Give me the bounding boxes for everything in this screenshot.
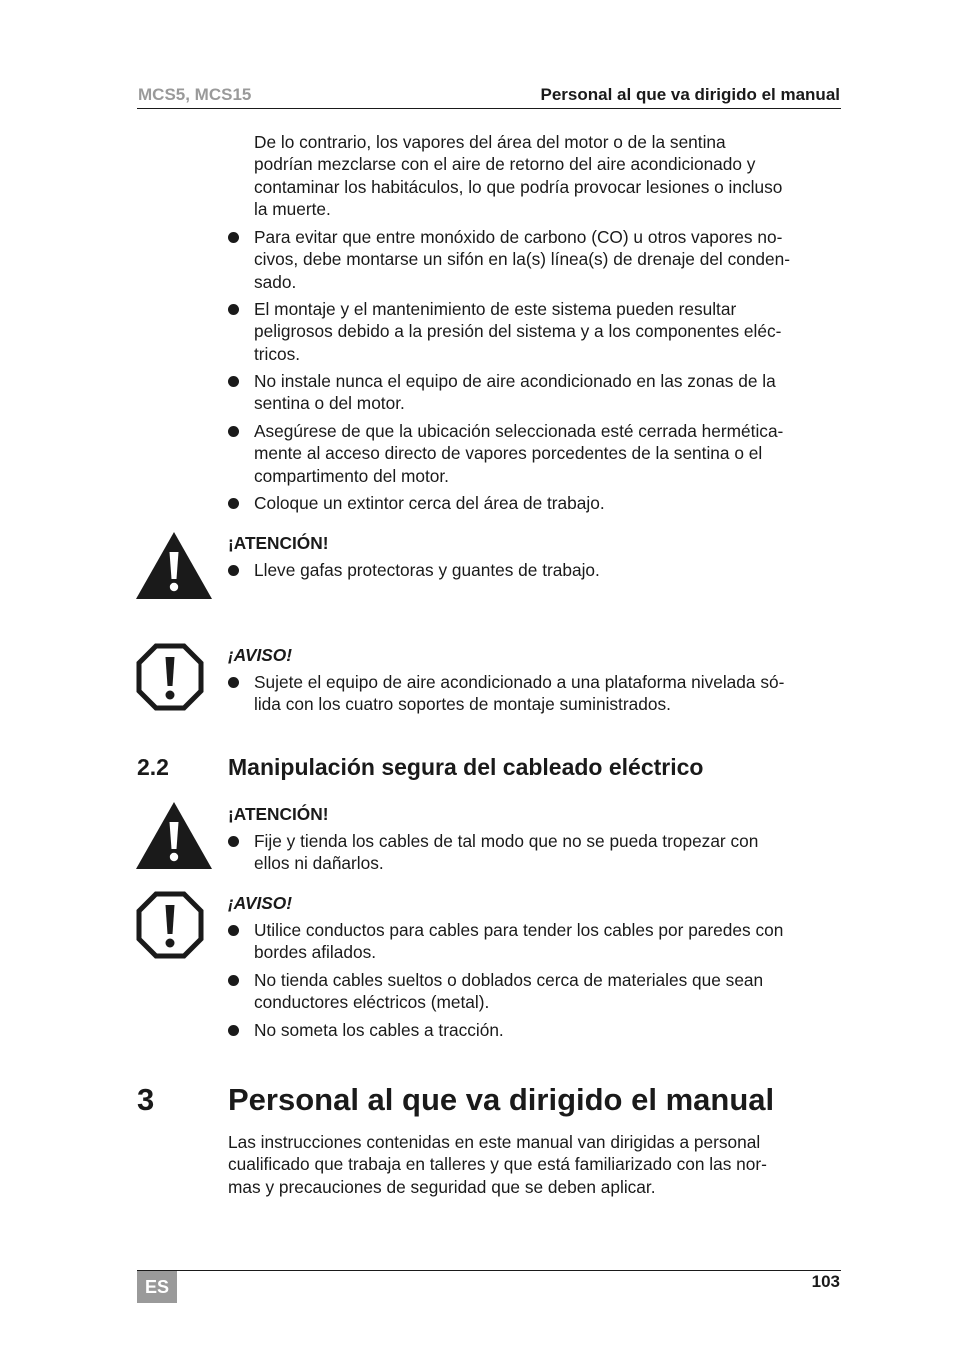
text-line: sentina o del motor. bbox=[254, 393, 405, 414]
bullet-icon bbox=[228, 836, 239, 847]
warning-label: ¡ATENCIÓN! bbox=[228, 533, 329, 553]
bullet-icon bbox=[228, 925, 239, 936]
header-divider bbox=[137, 108, 841, 109]
text-line: civos, debe montarse un sifón en la(s) línea(s) de drenaje del conden- bbox=[254, 249, 791, 270]
text-line: peligrosos debido a la presión del sistema y a los componentes eléc- bbox=[254, 321, 782, 342]
bullet-icon bbox=[228, 376, 239, 387]
notice-octagon-icon bbox=[136, 891, 204, 959]
text-line: Las instrucciones contenidas en este manual van dirigidas a personal bbox=[228, 1132, 761, 1152]
chapter-body bbox=[228, 1131, 848, 1198]
list-item bbox=[228, 370, 842, 415]
bullet-icon bbox=[228, 498, 239, 509]
text-line: El montaje y el mantenimiento de este sistema pueden resultar bbox=[254, 299, 737, 319]
list-item bbox=[228, 671, 842, 716]
section-number: 2.2 bbox=[137, 754, 169, 780]
list-item bbox=[228, 830, 842, 875]
page-number: 103 bbox=[811, 1272, 840, 1291]
header-model: MCS5, MCS15 bbox=[138, 85, 252, 104]
text-line: bordes afilados. bbox=[254, 942, 377, 963]
text-line: Coloque un extintor cerca del área de trabajo. bbox=[254, 493, 605, 513]
list-item bbox=[228, 298, 842, 365]
footer-divider bbox=[137, 1270, 841, 1271]
text-line: Lleve gafas protectoras y guantes de trabajo. bbox=[254, 560, 600, 580]
language-badge: ES bbox=[137, 1271, 177, 1303]
warning-triangle-icon bbox=[136, 802, 212, 870]
notice-octagon-icon bbox=[136, 643, 204, 711]
list-item bbox=[228, 226, 842, 293]
bullet-icon bbox=[228, 565, 239, 576]
warning-label: ¡ATENCIÓN! bbox=[228, 804, 329, 824]
notice-label: ¡AVISO! bbox=[228, 645, 293, 665]
text-line: tricos. bbox=[254, 343, 301, 364]
text-line: podrían mezclarse con el aire de retorno del aire acondicionado y bbox=[254, 154, 756, 175]
header-section-title: Personal al que va dirigido el manual bbox=[540, 85, 840, 104]
chapter-number: 3 bbox=[137, 1082, 155, 1117]
text-line: Sujete el equipo de aire acondicionado a una plataforma nivelada só- bbox=[254, 672, 785, 692]
intro-paragraph bbox=[254, 131, 854, 221]
list-item bbox=[228, 969, 842, 1014]
list-item bbox=[228, 559, 842, 581]
bullet-icon bbox=[228, 677, 239, 688]
notice-label: ¡AVISO! bbox=[228, 893, 293, 913]
text-line: contaminar los habitáculos, lo que podría provocar lesiones o incluso bbox=[254, 176, 783, 197]
text-line: No tienda cables sueltos o doblados cerca de materiales que sean bbox=[254, 970, 764, 990]
list-item bbox=[228, 492, 842, 514]
text-line: cualificado que trabaja en talleres y que está familiarizado con las nor- bbox=[228, 1154, 767, 1175]
bullet-icon bbox=[228, 426, 239, 437]
bullet-icon bbox=[228, 975, 239, 986]
text-line: compartimento del motor. bbox=[254, 465, 449, 486]
warning-triangle-icon bbox=[136, 532, 212, 600]
text-line: sado. bbox=[254, 271, 297, 292]
text-line: ellos ni dañarlos. bbox=[254, 853, 384, 874]
text-line: Para evitar que entre monóxido de carbono (CO) u otros vapores no- bbox=[254, 227, 783, 247]
chapter-title: Personal al que va dirigido el manual bbox=[228, 1082, 775, 1117]
text-line: lida con los cuatro soportes de montaje suministrados. bbox=[254, 694, 671, 715]
text-line: De lo contrario, los vapores del área del motor o de la sentina bbox=[254, 132, 726, 152]
list-item bbox=[228, 420, 842, 487]
text-line: la muerte. bbox=[254, 199, 331, 220]
bullet-icon bbox=[228, 232, 239, 243]
list-item bbox=[228, 1019, 842, 1041]
bullet-icon bbox=[228, 1025, 239, 1036]
text-line: No instale nunca el equipo de aire acondicionado en las zonas de la bbox=[254, 371, 776, 391]
text-line: No someta los cables a tracción. bbox=[254, 1020, 504, 1040]
text-line: Asegúrese de que la ubicación seleccionada esté cerrada hermética- bbox=[254, 421, 784, 441]
text-line: mente al acceso directo de vapores porcedentes de la sentina o el bbox=[254, 443, 763, 464]
text-line: mas y precauciones de seguridad que se deben aplicar. bbox=[228, 1176, 656, 1197]
text-line: Utilice conductos para cables para tender los cables por paredes con bbox=[254, 920, 784, 940]
text-line: Fije y tienda los cables de tal modo que no se pueda tropezar con bbox=[254, 831, 759, 851]
bullet-icon bbox=[228, 304, 239, 315]
section-title: Manipulación segura del cableado eléctrico bbox=[228, 754, 704, 780]
text-line: conductores eléctricos (metal). bbox=[254, 992, 490, 1013]
list-item bbox=[228, 919, 842, 964]
